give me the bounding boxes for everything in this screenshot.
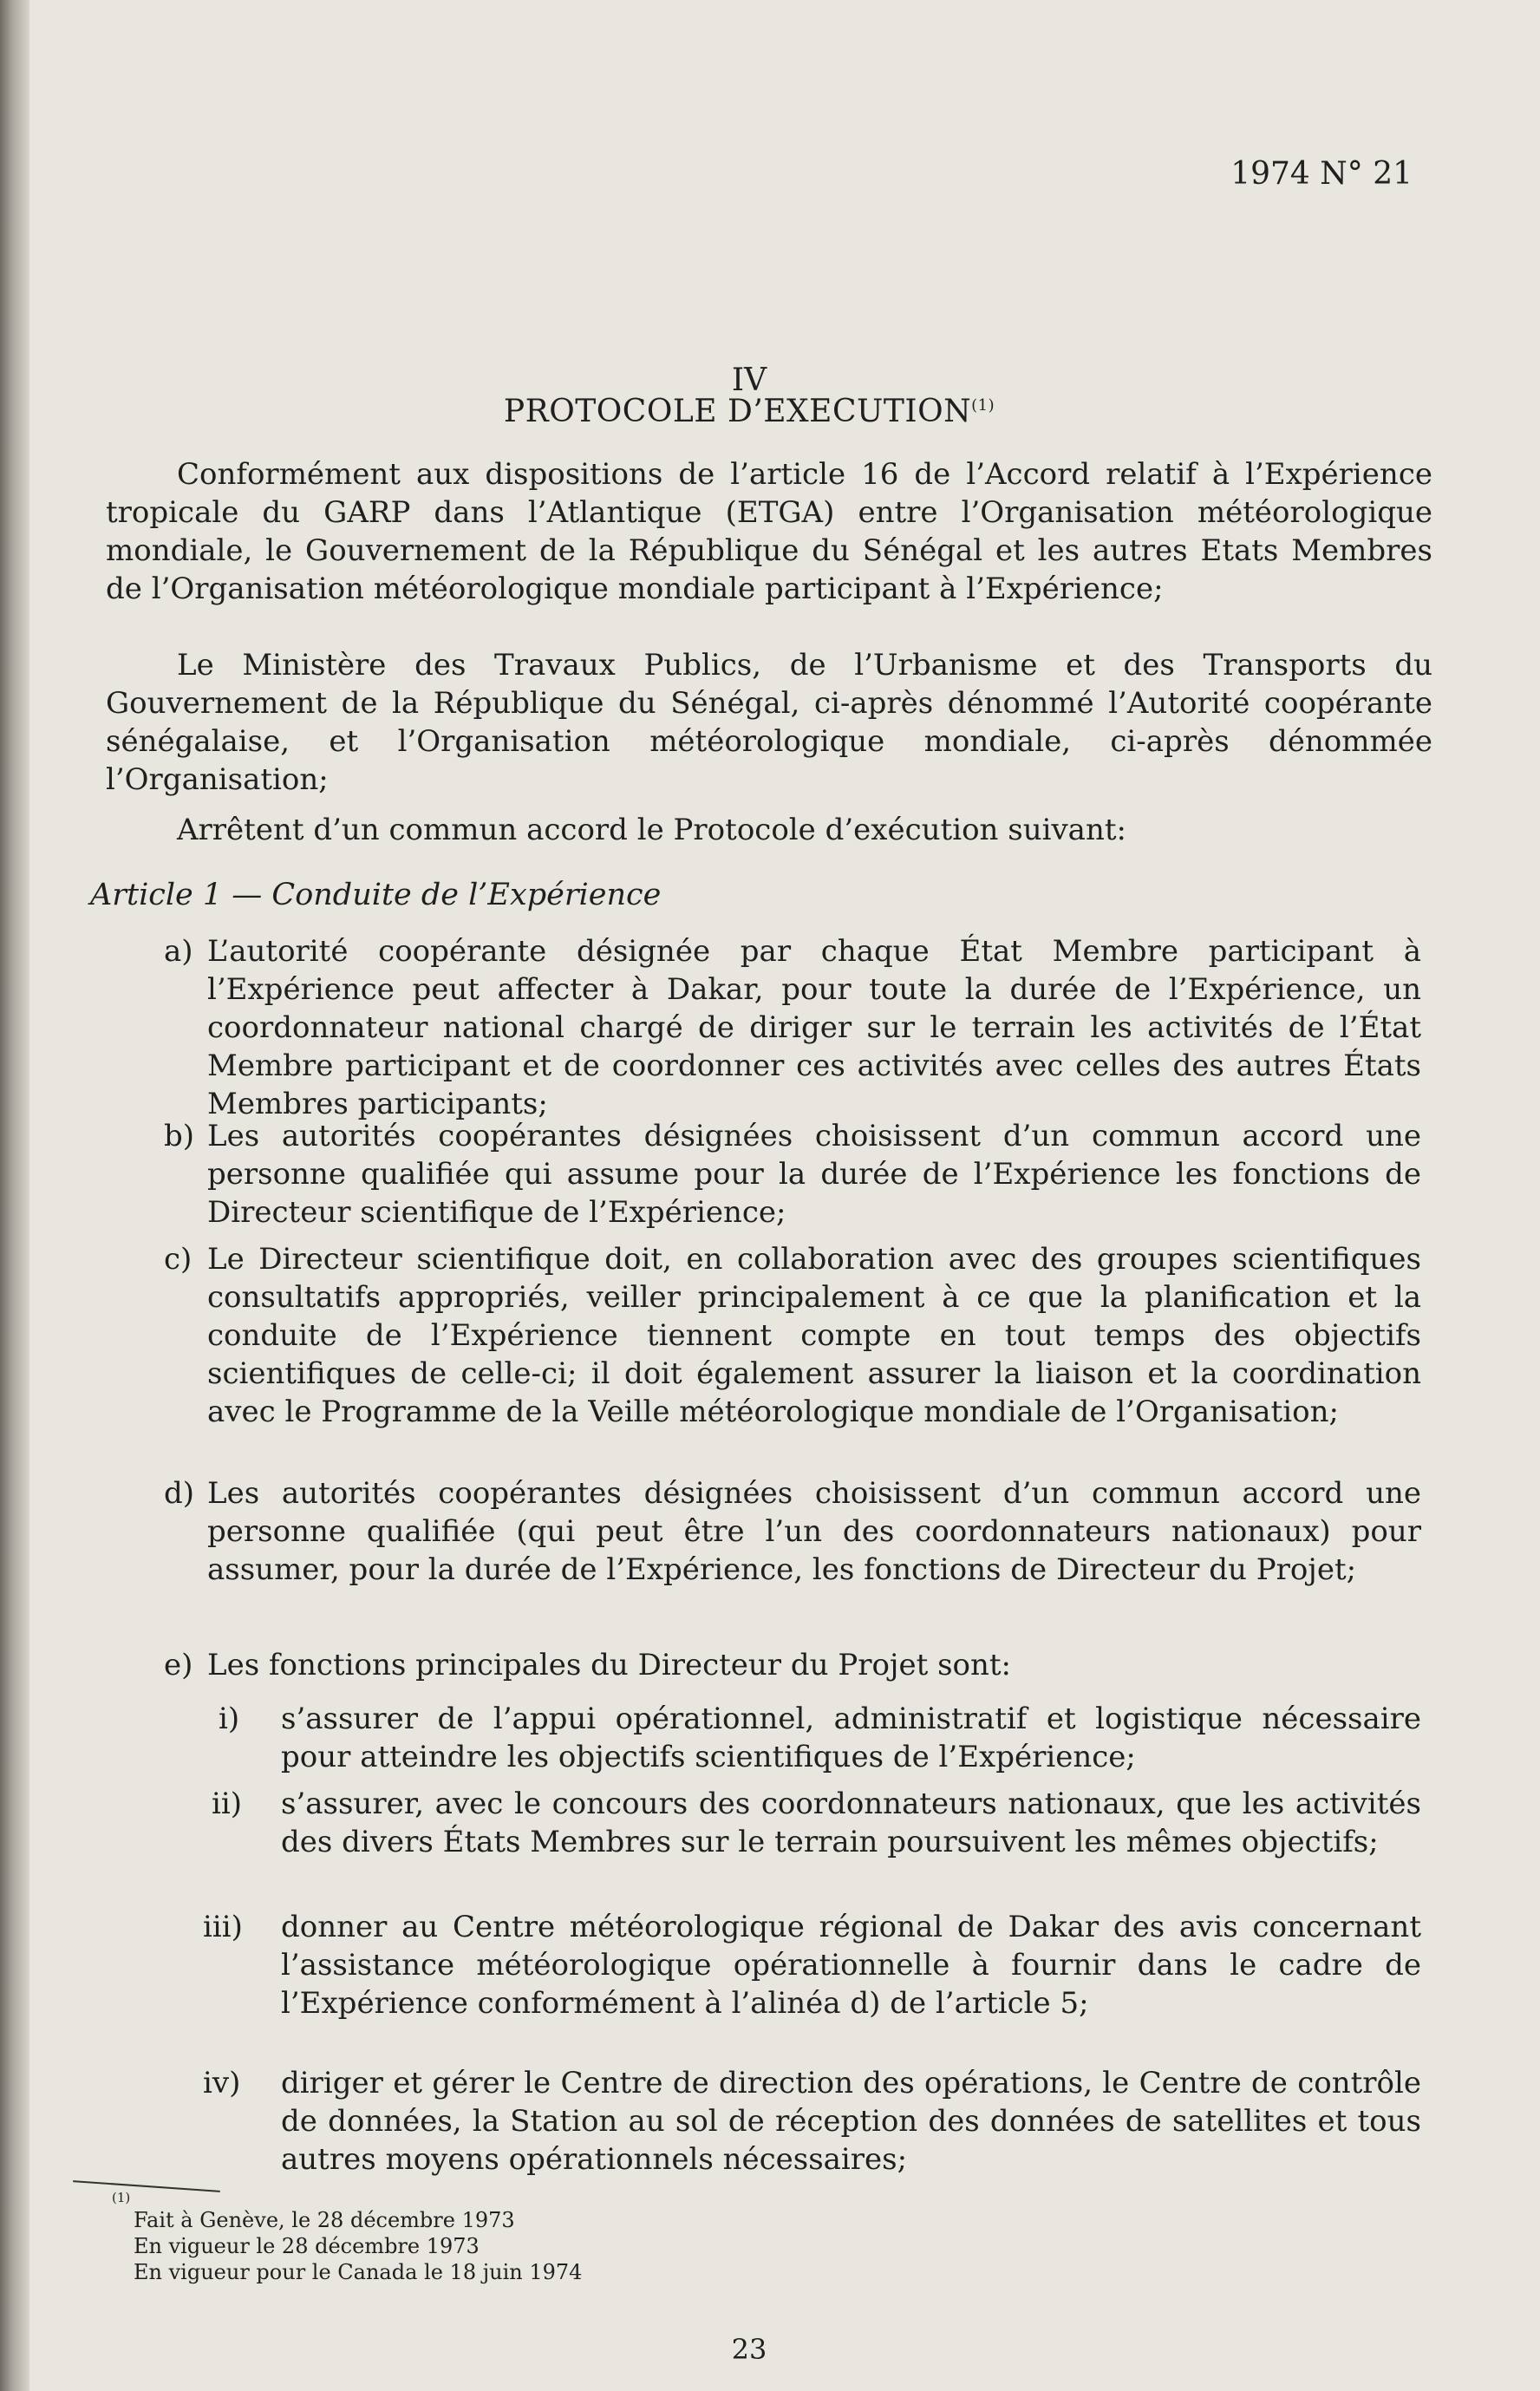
preamble-paragraph-3: Arrêtent d’un commun accord le Protocole d’exécution suivant: <box>177 813 1126 847</box>
section-number: IV <box>731 363 767 398</box>
item-label: c) <box>164 1242 192 1277</box>
document-page <box>29 0 1540 2391</box>
page-title <box>29 394 1469 429</box>
subitem-label: iv) <box>203 2066 241 2100</box>
footnote-mark: (1) <box>112 2190 131 2205</box>
subitem-text: diriger et gérer le Centre de direction des opérations, le Centre de contrôle de données, la Station au sol de réception des données de satellites et tous autres moyens opérationnels nécessaires; <box>281 2066 1421 2177</box>
item-label: b) <box>164 1119 195 1153</box>
book-spine-shadow <box>0 0 29 2391</box>
subitem-text: s’assurer, avec le concours des coordonnateurs nationaux, que les activités des divers États Membres sur le terrain poursuivent les mêmes objectifs; <box>281 1787 1421 1859</box>
footnote-divider <box>73 2180 220 2192</box>
item-text: Les autorités coopérantes désignées choisissent d’un commun accord une personne qualifiée (qui peut être l’un des coordonnateurs nationaux) pour assumer, pour la durée de l’Expérience, les fonctions de Directeur du Projet; <box>207 1476 1421 1587</box>
subitem-label: ii) <box>212 1787 243 1821</box>
footnote-line: En vigueur pour le Canada le 18 juin 1974 <box>134 2260 583 2284</box>
footnote-ref: (1) <box>971 396 995 415</box>
item-label: a) <box>164 934 193 969</box>
item-text: Les autorités coopérantes désignées choisissent d’un commun accord une personne qualifiée qui assume pour la durée de l’Expérience les fonctions de Directeur scientifique de l’Expérience; <box>207 1119 1421 1230</box>
article-heading: Article 1 — Conduite de l’Expérience <box>90 878 662 912</box>
document-reference: 1974 N° 21 <box>1230 156 1413 192</box>
preamble-paragraph-2: Le Ministère des Travaux Publics, de l’Urbanisme et des Transports du Gouvernement de la République du Sénégal, ci-après dénommé l’Autorité coopérante sénégalaise, et l’Organisation météorologique mondiale, ci-après dénommée l’Organisation; <box>106 648 1432 797</box>
preamble-paragraph-1: Conformément aux dispositions de l’article 16 de l’Accord relatif à l’Expérience tropicale du GARP dans l’Atlantique (ETGA) entre l’Organisation météorologique mondiale, le Gouvernement de la République du Sénégal et les autres Etats Membres de l’Organisation météorologique mondiale participant à l’Expérience; <box>106 457 1432 606</box>
title-text: PROTOCOLE D’EXECUTION <box>503 394 972 429</box>
item-text: L’autorité coopérante désignée par chaque État Membre participant à l’Expérience peut affecter à Dakar, pour toute la durée de l’Expérience, un coordonnateur national chargé de diriger sur le terrain les activités de l’État Membre participant et de coordonner ces activités avec celles des autres États Membres participants; <box>207 934 1421 1121</box>
item-label: e) <box>164 1648 193 1682</box>
subitem-text: donner au Centre météorologique régional de Dakar des avis concernant l’assistance météorologique opérationnelle à fournir dans le cadre de l’Expérience conformément à l’alinéa d) de l’article 5; <box>281 1910 1421 2021</box>
item-text: Les fonctions principales du Directeur du Projet sont: <box>207 1648 1011 1682</box>
subitem-label: iii) <box>203 1910 243 1944</box>
item-label: d) <box>164 1476 195 1511</box>
page-number: 23 <box>731 2333 767 2366</box>
subitem-label: i) <box>219 1702 240 1736</box>
footnote-line: En vigueur le 28 décembre 1973 <box>134 2234 480 2258</box>
item-text: Le Directeur scientifique doit, en collaboration avec des groupes scientifiques consultatifs appropriés, veiller principalement à ce que la planification et la conduite de l’Expérience tiennent compte en tout temps des objectifs scientifiques de celle-ci; il doit également assurer la liaison et la coordination avec le Programme de la Veille météorologique mondiale de l’Organisation; <box>207 1242 1421 1429</box>
footnote-line: Fait à Genève, le 28 décembre 1973 <box>134 2208 515 2232</box>
subitem-text: s’assurer de l’appui opérationnel, administratif et logistique nécessaire pour atteindre les objectifs scientifiques de l’Expérience; <box>281 1702 1421 1774</box>
